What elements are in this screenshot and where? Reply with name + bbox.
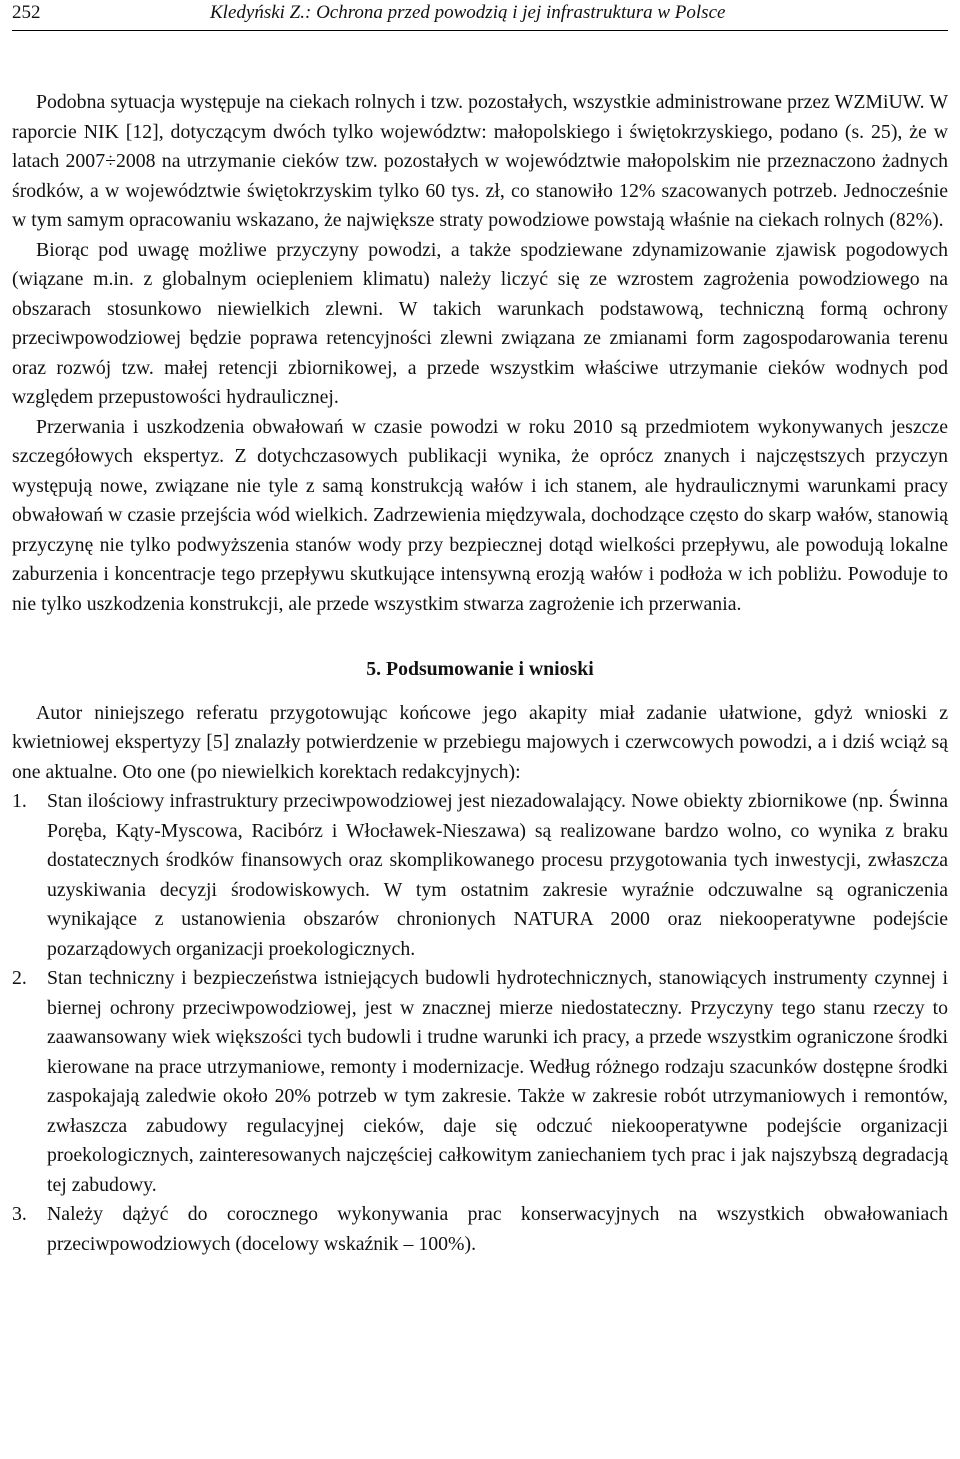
paragraph-2: Biorąc pod uwagę możliwe przyczyny powodzi, a także spodziewane zdynamizowanie zjawisk pogodowych (wiązane m.in. z globalnym ociepleniem klimatu) należy liczyć się ze wzrostem zagrożenia powodziowego na obszarach stosunkowo niewielkich zlewni. W takich warunkach podstawową, techniczną formą ochrony przeciwpowodziowej będzie poprawa retencyjności zlewni związana ze zmianami form zagospodarowania terenu oraz rozwój tzw. małej retencji zbiornikowej, a przede wszystkim właściwe utrzymanie cieków wodnych pod względem przepustowości hydraulicznej. <box>12 238 948 408</box>
list-item-text: Stan ilościowy infrastruktury przeciwpowodziowej jest niezadowalający. Nowe obiekty zbiornikowe (np. Świnna Poręba, Kąty-Myscowa, Racibórz i Włocławek-Nieszawa) są realizowane bardzo wolno, co wynika z braku dostatecznych środków finansowych oraz skomplikowanego procesu przygotowania tych inwestycji, zwłaszcza uzyskiwania decyzji środowiskowych. W tym ostatnim zakresie wyraźnie odczuwalne są ograniczenia wynikające z ustanowienia obszarów chronionych NATURA 2000 oraz niekooperatywne podejście pozarządowych organizacji proekologicznych. <box>47 790 948 960</box>
list-item-number: 3. <box>12 1203 27 1225</box>
list-item <box>12 1200 948 1259</box>
header-rule <box>12 30 948 31</box>
list-item <box>12 787 948 964</box>
paragraph-1: Podobna sytuacja występuje na ciekach rolnych i tzw. pozostałych, wszystkie administrowane przez WZMiUW. W raporcie NIK [12], dotyczącym dwóch tylko województw: małopolskiego i świętokrzyskiego, podano (s. 25), że w latach 2007÷2008 na utrzymanie cieków tzw. pozostałych w województwie małopolskim nie przeznaczono żadnych środków, a w województwie świętokrzyskim tylko 60 tys. zł, co stanowiło 12% szacowanych potrzeb. Jednocześnie w tym samym opracowaniu wskazano, że największe straty powodziowe powstają właśnie na ciekach rolnych (82%). <box>12 91 948 231</box>
running-header <box>12 0 948 28</box>
body-text <box>12 88 948 1259</box>
paragraph-3: Przerwania i uszkodzenia obwałowań w czasie powodzi w roku 2010 są przedmiotem wykonywanych jeszcze szczegółowych ekspertyz. Z dotychczasowych publikacji wynika, że oprócz znanych i najczęstszych przyczyn występują nowe, związane nie tyle z samą konstrukcją wałów i ich stanem, ale hydraulicznymi warunkami pracy obwałowań w czasie przejścia wód wielkich. Zadrzewienia międzywala, dochodzące często do skarp wałów, stanowią przyczynę nie tylko podwyższenia stanów wody przy bezpiecznej dotąd wielkości przepływu, ale powodują lokalne zaburzenia i koncentracje tego przepływu skutkujące intensywną erozją wałów i podłoża w ich pobliżu. Powoduje to nie tylko uszkodzenia konstrukcji, ale przede wszystkim stwarza zagrożenie ich przerwania. <box>12 415 948 615</box>
running-title: Kledyński Z.: Ochrona przed powodzią i jej infrastruktura w Polsce <box>210 2 726 23</box>
list-item-number: 2. <box>12 967 27 989</box>
conclusions-list <box>12 787 948 1259</box>
list-item <box>12 964 948 1200</box>
section-intro-paragraph: Autor niniejszego referatu przygotowując końcowe jego akapity miał zadanie ułatwione, gdyż wnioski z kwietniowej ekspertyzy [5] znalazły potwierdzenie w przebiegu majowych i czerwcowych powodzi, a i dziś wciąż są one aktualne. Oto one (po niewielkich korektach redakcyjnych): <box>12 701 948 783</box>
page-number: 252 <box>12 2 41 23</box>
list-item-text: Należy dążyć do corocznego wykonywania prac konserwacyjnych na wszystkich obwałowaniach przeciwpowodziowych (docelowy wskaźnik – 100%). <box>47 1203 948 1255</box>
list-item-text: Stan techniczny i bezpieczeństwa istniejących budowli hydrotechnicznych, stanowiących instrumenty czynnej i biernej ochrony przeciwpowodziowej, jest w znacznej mierze niedostateczny. Przyczyny tego stanu rzeczy to zaawansowany wiek większości tych budowli i trudne warunki ich pracy, a przede wszystkim ograniczone środki kierowane na prace utrzymaniowe, remonty i modernizacje. Według różnego rodzaju szacunków dostępne środki zaspokajają zaledwie około 20% potrzeb w tym zakresie. Także w zakresie robót utrzymaniowych i remontów, zwłaszcza zabudowy regulacyjnej cieków, daje się odczuć niekooperatywne podejście organizacji proekologicznych, zainteresowanych najczęściej całkowitym zaniechaniem tych prac i jak najszybszą degradacją tej zabudowy. <box>47 967 948 1196</box>
list-item-number: 1. <box>12 790 27 812</box>
section-heading: 5. Podsumowanie i wnioski <box>366 658 594 680</box>
